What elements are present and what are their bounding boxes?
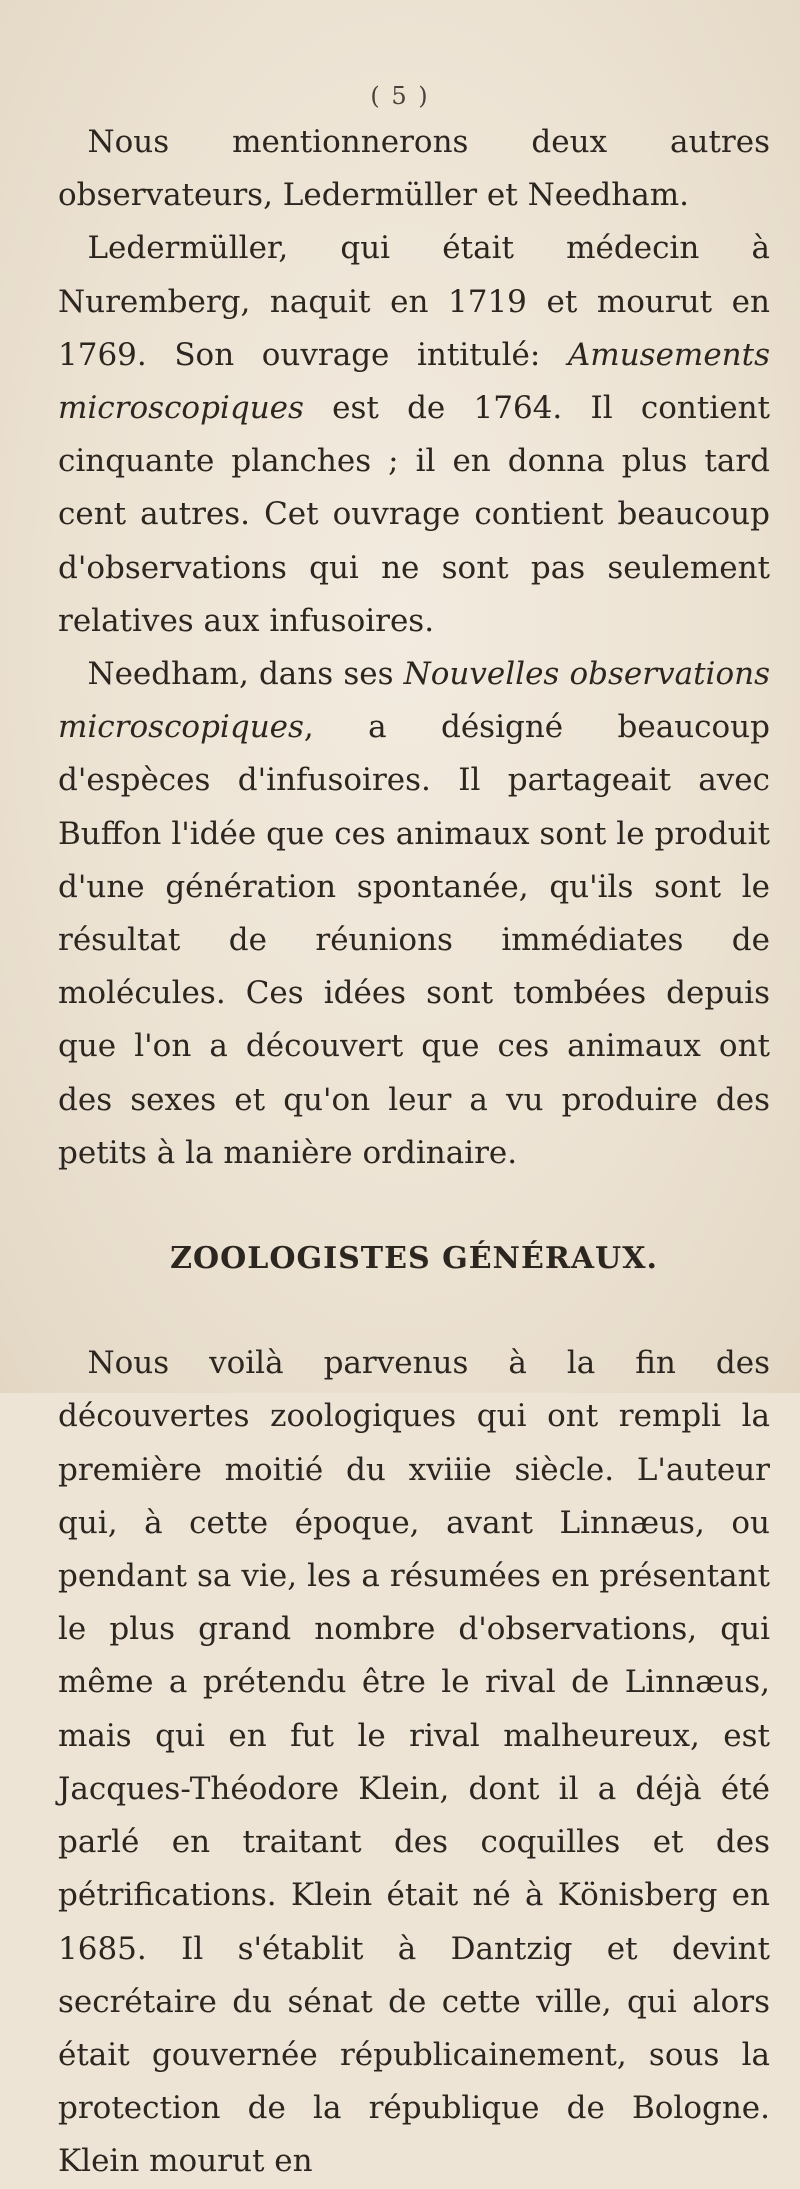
spacer bbox=[58, 1285, 770, 1337]
paragraph-ledermuller bbox=[58, 222, 770, 648]
paragraph-needham-after: , a désigné beaucoup d'espèces d'infusoires. Il partageait avec Buffon l'idée que ces animaux sont le produit d'une génération spontanée, qu'ils sont le résultat de réunions immédiates de molécules. Ces idées sont tombées depuis que l'on a découvert que ces animaux ont des sexes et qu'on leur a vu produire des petits à la manière ordinaire. bbox=[58, 709, 770, 1171]
spacer bbox=[58, 1180, 770, 1232]
paragraph-ledermuller-before: Ledermüller, qui était médecin à Nuremberg, naquit en 1719 et mourut en 1769. Son ouvrage intitulé: bbox=[58, 230, 770, 373]
work-title-nouvelles-observations: Nouvelles observations microscopiques bbox=[58, 656, 770, 746]
page-number: ( 5 ) bbox=[370, 82, 430, 110]
paragraph-intro: Nous mentionnerons deux autres observateurs, Ledermüller et Needham. bbox=[58, 124, 770, 214]
page-body bbox=[58, 116, 770, 2189]
section-heading: ZOOLOGISTES GÉNÉRAUX. bbox=[170, 1241, 658, 1277]
work-title-amusements: Amusements microscopiques bbox=[58, 336, 770, 427]
paragraph-needham bbox=[58, 648, 770, 1180]
paragraph-needham-before: Needham, dans ses bbox=[87, 656, 404, 693]
paragraph-klein: Nous voilà parvenus à la fin des découvertes zoologiques qui ont rempli la première moitié du xviiie siècle. L'auteur qui, à cette époque, avant Linnæus, ou pendant sa vie, les a résumées en présentant le plus grand nombre d'observations, qui même a prétendu être le rival de Linnæus, mais qui en fut le rival malheureux, est Jacques-Théodore Klein, dont il a déjà été parlé en traitant des coquilles et des pétrifications. Klein était né à Könisberg en 1685. Il s'établit à Dantzig et devint secrétaire du sénat de cette ville, qui alors était gouvernée républicainement, sous la protection de la république de Bologne. Klein mourut en bbox=[58, 1345, 770, 2180]
paragraph-ledermuller-after: est de 1764. Il contient cinquante planches ; il en donna plus tard cent autres. Cet ouvrage contient beaucoup d'observations qui ne sont pas seulement relatives aux infusoires. bbox=[58, 390, 770, 639]
